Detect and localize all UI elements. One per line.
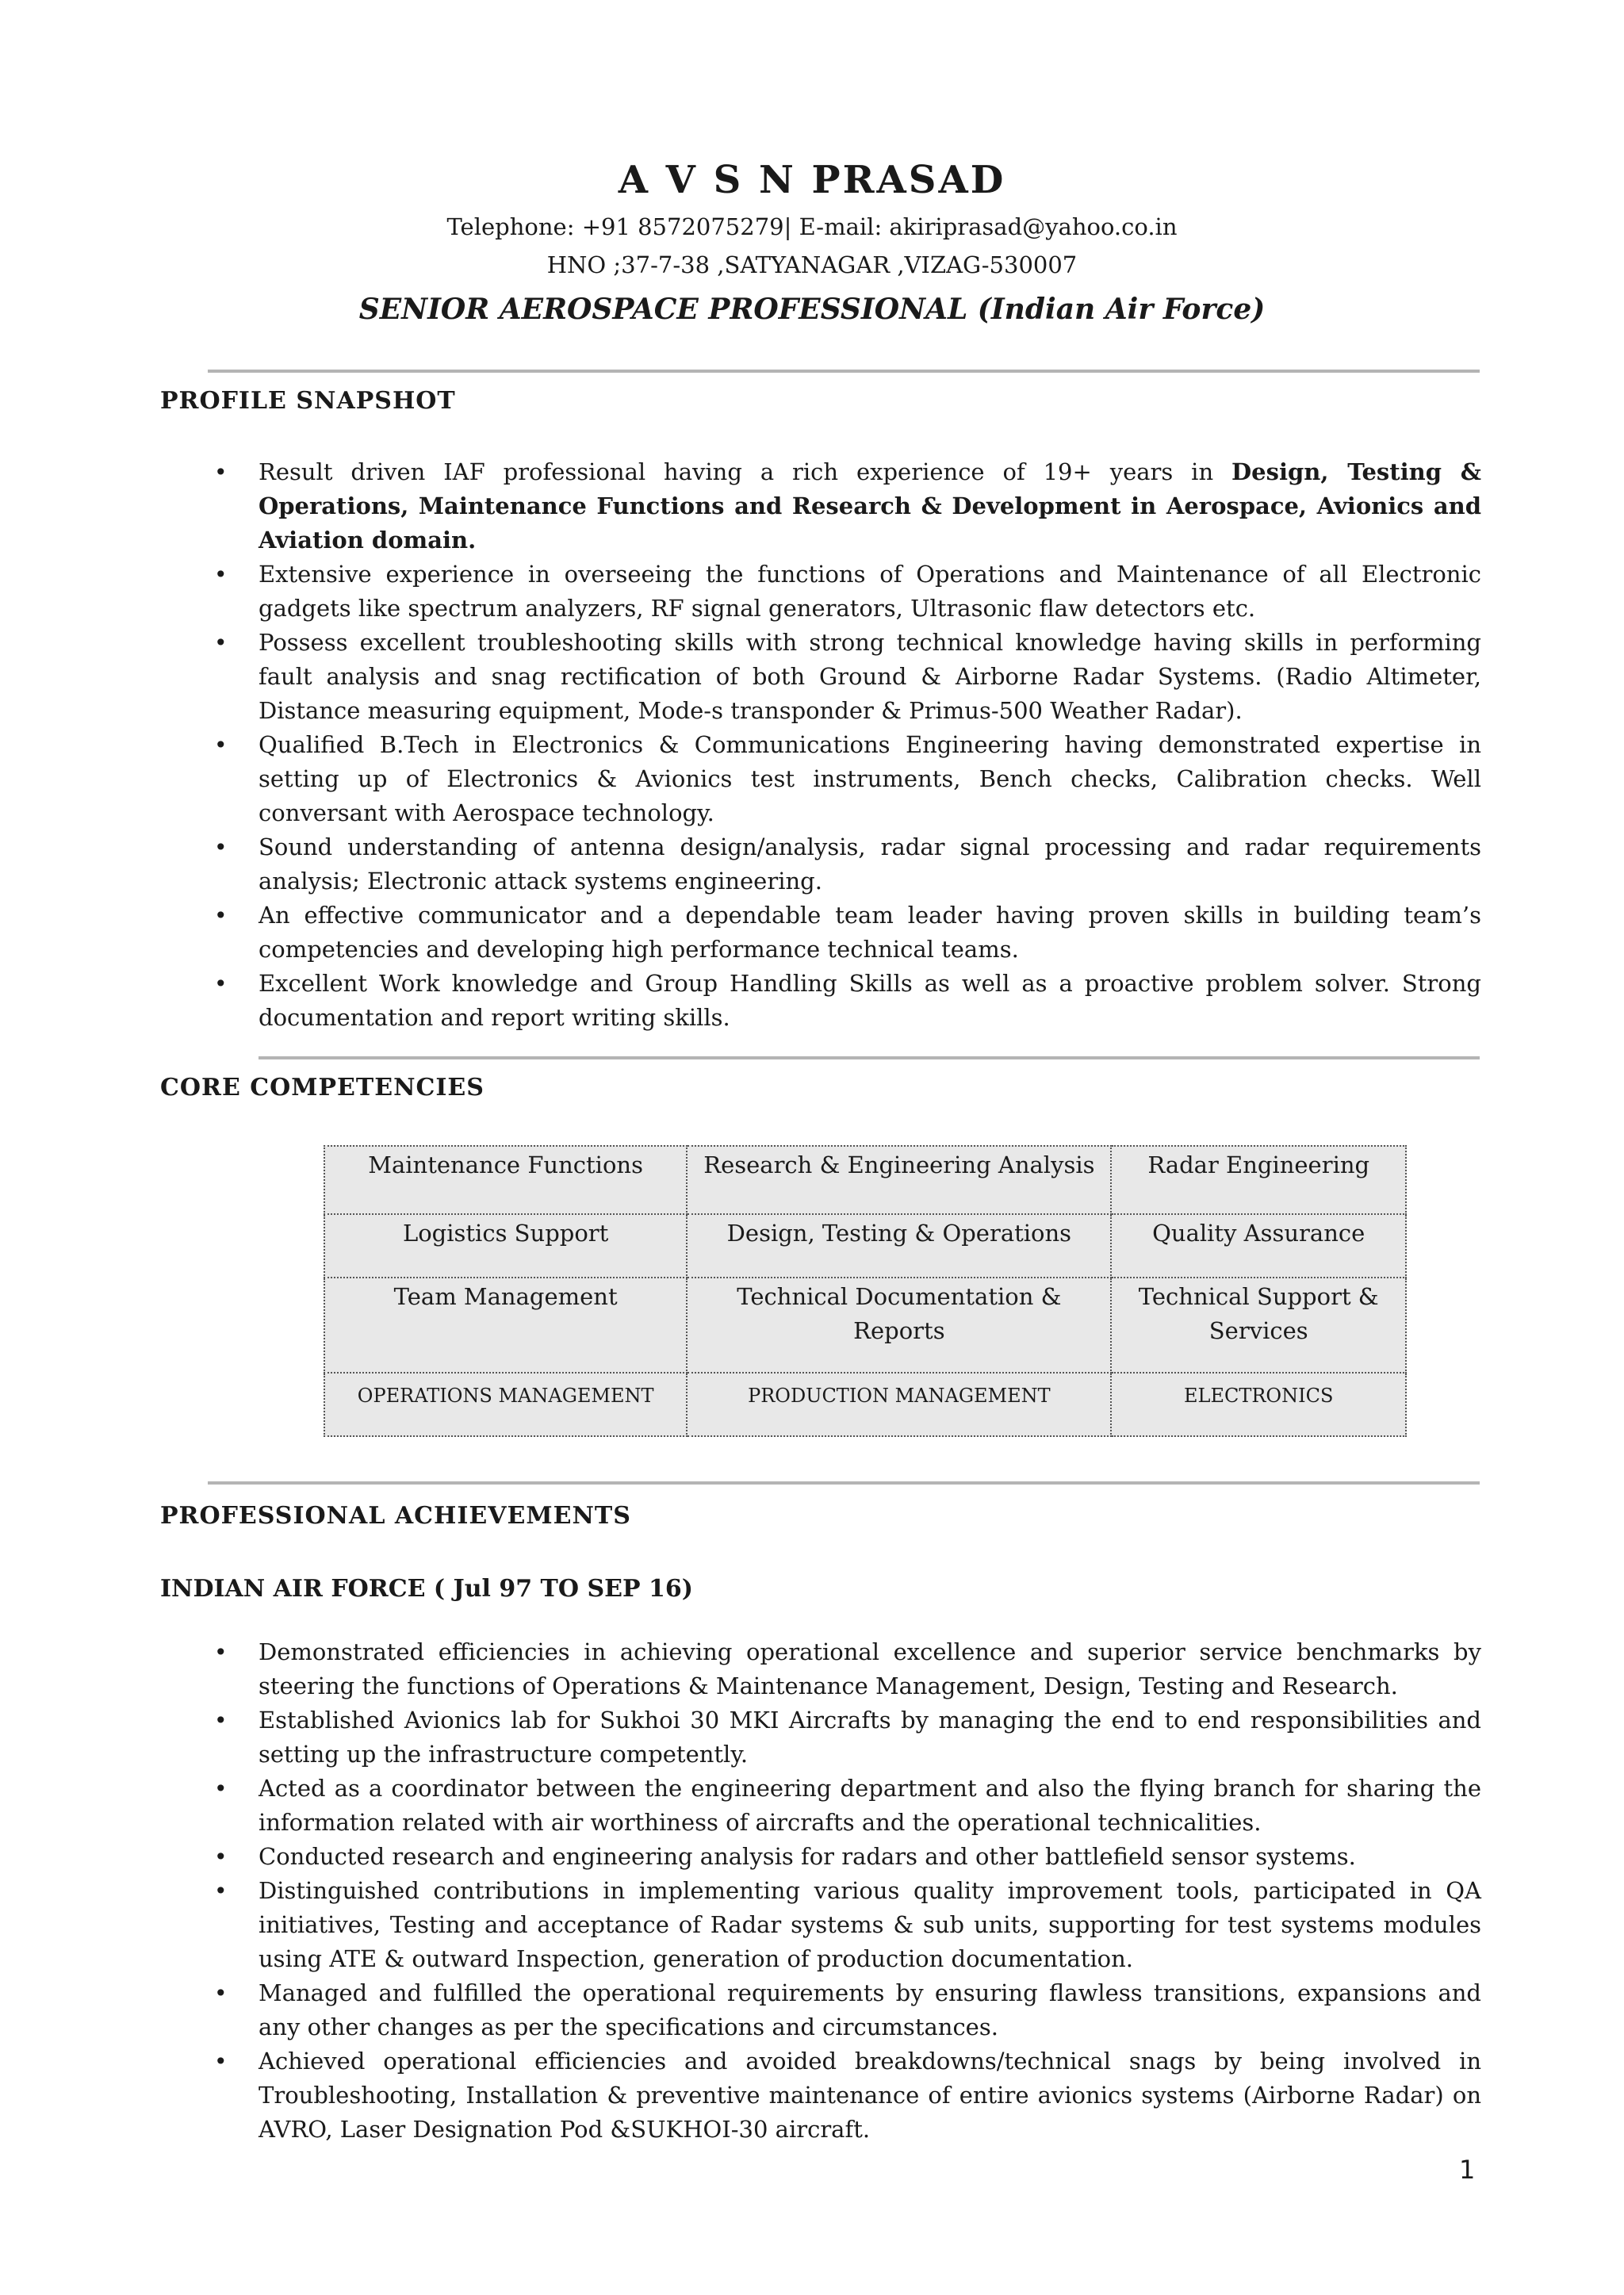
achievement-bullet: • Established Avionics lab for Sukhoi 30 MKI Aircrafts by managing the end to end responsibilities and setting up the infrastructure competently. [259, 1703, 1481, 1772]
achievements-section-title: PROFESSIONAL ACHIEVEMENTS [160, 1502, 631, 1530]
competency-cell: Quality Assurance [1111, 1214, 1406, 1278]
professional-tagline: SENIOR AEROSPACE PROFESSIONAL (Indian Air Force) [358, 293, 1266, 326]
resume-header [0, 152, 1624, 333]
profile-bullet: • Sound understanding of antenna design/analysis, radar signal processing and radar requirements analysis; Electronic attack systems engineering. [259, 830, 1481, 898]
competencies-row [324, 1214, 1406, 1278]
profile-bullet-text: Result driven IAF professional having a rich experience of 19+ years in [259, 458, 1232, 485]
competency-cell: ELECTRONICS [1111, 1373, 1406, 1436]
contact-line: Telephone: +91 8572075279| E-mail: akiriprasad@yahoo.co.in [446, 213, 1178, 240]
competency-cell: PRODUCTION MANAGEMENT [687, 1373, 1111, 1436]
achievement-bullet: • Managed and fulfilled the operational requirements by ensuring flawless transitions, expansions and any other changes as per the specifications and circumstances. [259, 1976, 1481, 2044]
profile-divider [259, 1056, 1480, 1059]
employer-heading: INDIAN AIR FORCE ( Jul 97 TO SEP 16) [160, 1575, 693, 1603]
competency-cell: Radar Engineering [1111, 1146, 1406, 1214]
achievement-bullet: • Distinguished contributions in implementing various quality improvement tools, participated in QA initiatives, Testing and acceptance of Radar systems & sub units, supporting for test systems modules using ATE & outward Inspection, generation of production documentation. [259, 1874, 1481, 1976]
header-divider [208, 370, 1480, 373]
competencies-table [324, 1145, 1407, 1437]
candidate-name: A V S N PRASAD [618, 158, 1006, 202]
competency-cell: Research & Engineering Analysis [687, 1146, 1111, 1214]
profile-bullet [259, 455, 1481, 557]
competency-cell: Technical Support & Services [1111, 1278, 1406, 1373]
achievement-bullet: • Acted as a coordinator between the engineering department and also the flying branch for sharing the information related with air worthiness of aircrafts and the operational technicalities. [259, 1772, 1481, 1840]
competencies-section-title: CORE COMPETENCIES [160, 1074, 485, 1102]
profile-bullet-emphasis: Design, Testing & Operations, Maintenance Functions and Research & Development in Aerospace, Avionics and Aviation domain. [259, 458, 1481, 554]
address-line: HNO ;37-7-38 ,SATYANAGAR ,VIZAG-530007 [546, 251, 1078, 278]
competency-cell: OPERATIONS MANAGEMENT [324, 1373, 687, 1436]
competency-cell: Technical Documentation & Reports [687, 1278, 1111, 1373]
page-number: 1 [1459, 2155, 1476, 2185]
profile-bullet: • Qualified B.Tech in Electronics & Communications Engineering having demonstrated expertise in setting up of Electronics & Avionics test instruments, Bench checks, Calibration checks. Well conversant with Aerospace technology. [259, 728, 1481, 830]
profile-bullet: • Extensive experience in overseeing the functions of Operations and Maintenance of all Electronic gadgets like spectrum analyzers, RF signal generators, Ultrasonic flaw detectors etc. [259, 557, 1481, 626]
profile-bullet: • Possess excellent troubleshooting skills with strong technical knowledge having skills in performing fault analysis and snag rectification of both Ground & Airborne Radar Systems. (Radio Altimeter, Distance measuring equipment, Mode-s transponder & Primus-500 Weather Radar). [259, 626, 1481, 728]
profile-section-title: PROFILE SNAPSHOT [160, 387, 456, 415]
profile-bullet: • Excellent Work knowledge and Group Handling Skills as well as a proactive problem solver. Strong documentation and report writing skills. [259, 967, 1481, 1035]
competency-cell: Team Management [324, 1278, 687, 1373]
competency-cell: Design, Testing & Operations [687, 1214, 1111, 1278]
competency-cell: Logistics Support [324, 1214, 687, 1278]
achievement-bullet: • Demonstrated efficiencies in achieving operational excellence and superior service benchmarks by steering the functions of Operations & Maintenance Management, Design, Testing and Research. [259, 1635, 1481, 1703]
competency-cell: Maintenance Functions [324, 1146, 687, 1214]
profile-bullet-list [259, 455, 1481, 1035]
competencies-row [324, 1146, 1406, 1214]
achievements-bullet-list [259, 1635, 1481, 2147]
competencies-divider [208, 1481, 1480, 1485]
achievement-bullet: • Conducted research and engineering analysis for radars and other battlefield sensor systems. [259, 1840, 1481, 1874]
competencies-row [324, 1373, 1406, 1436]
profile-bullet: • An effective communicator and a dependable team leader having proven skills in building team’s competencies and developing high performance technical teams. [259, 898, 1481, 967]
achievement-bullet: • Achieved operational efficiencies and avoided breakdowns/technical snags by being involved in Troubleshooting, Installation & preventive maintenance of entire avionics systems (Airborne Radar) on AVRO, Laser Designation Pod &SUKHOI-30 aircraft. [259, 2044, 1481, 2147]
competencies-row [324, 1278, 1406, 1373]
